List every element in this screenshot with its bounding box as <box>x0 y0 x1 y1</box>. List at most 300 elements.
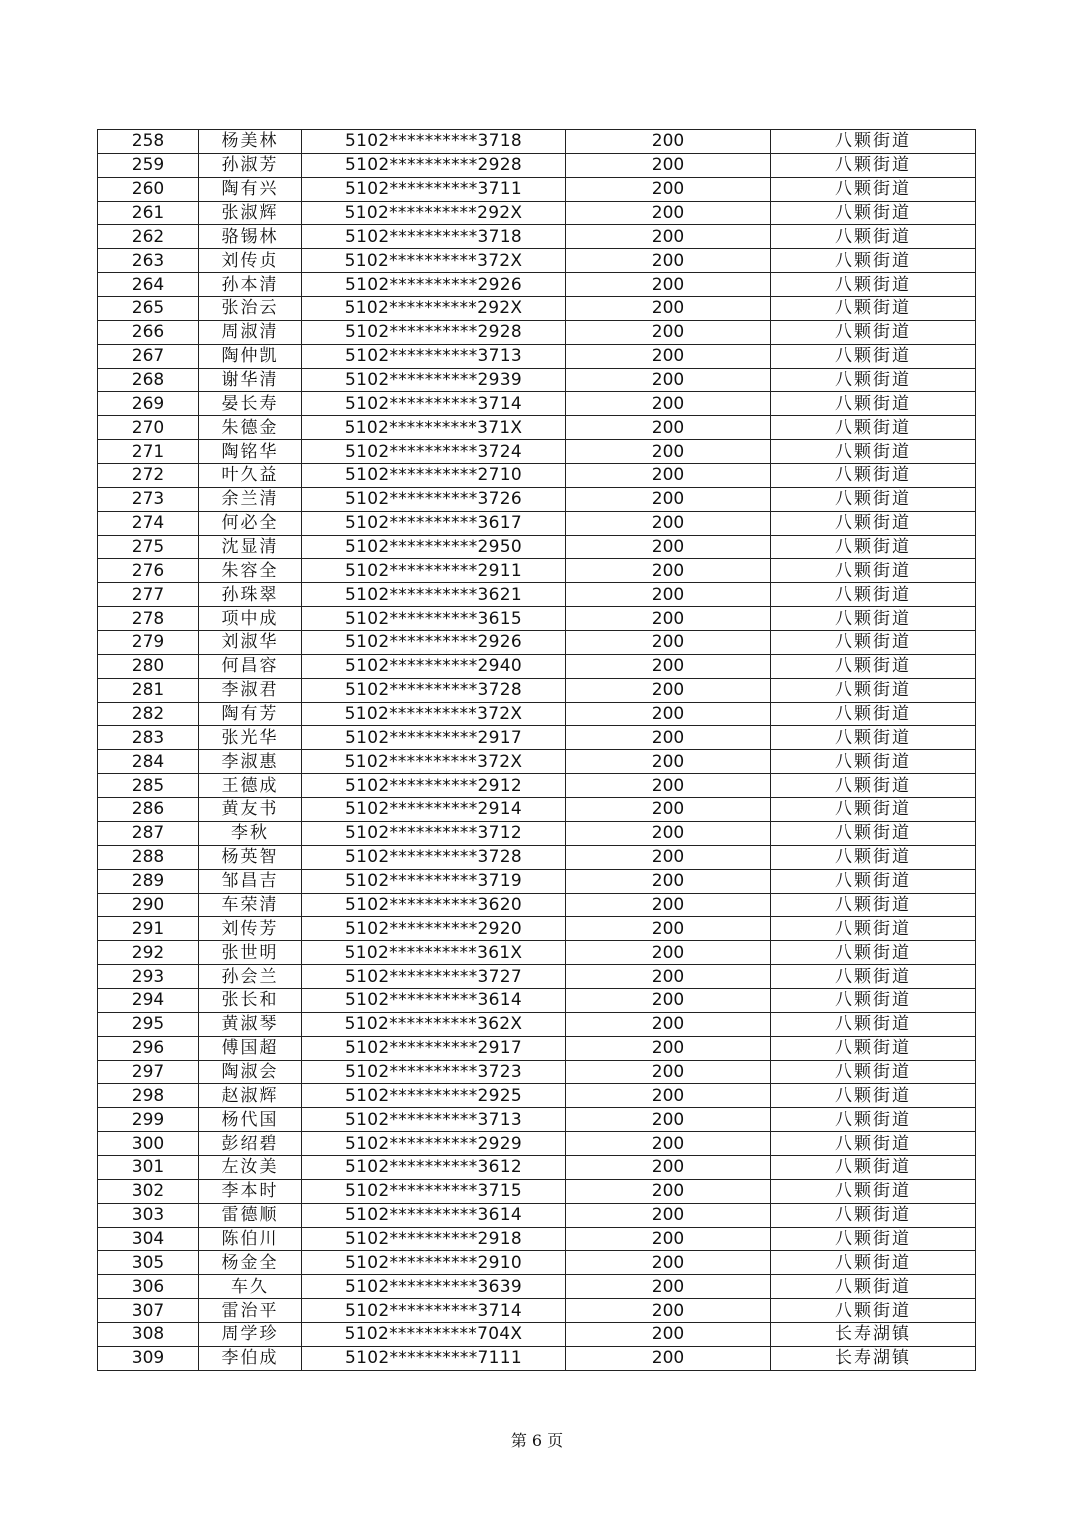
area-cell: 八颗街道 <box>771 798 976 822</box>
id-number-cell: 5102**********2925 <box>302 1084 566 1108</box>
area-cell: 八颗街道 <box>771 416 976 440</box>
area-cell: 八颗街道 <box>771 941 976 965</box>
area-cell: 八颗街道 <box>771 1060 976 1084</box>
area-cell: 八颗街道 <box>771 1084 976 1108</box>
row-number-cell: 264 <box>98 273 199 297</box>
amount-cell: 200 <box>566 297 771 321</box>
name-cell: 周学珍 <box>199 1322 302 1346</box>
area-cell: 八颗街道 <box>771 153 976 177</box>
table-row <box>98 988 976 1012</box>
row-number-cell: 289 <box>98 869 199 893</box>
amount-cell: 200 <box>566 869 771 893</box>
name-cell: 陶铭华 <box>199 440 302 464</box>
amount-cell: 200 <box>566 201 771 225</box>
id-number-cell: 5102**********2950 <box>302 535 566 559</box>
name-cell: 骆锡林 <box>199 225 302 249</box>
row-number-cell: 263 <box>98 249 199 273</box>
amount-cell: 200 <box>566 392 771 416</box>
amount-cell: 200 <box>566 654 771 678</box>
name-cell: 谢华清 <box>199 368 302 392</box>
table-row <box>98 440 976 464</box>
area-cell: 八颗街道 <box>771 130 976 154</box>
amount-cell: 200 <box>566 1108 771 1132</box>
name-cell: 刘传贞 <box>199 249 302 273</box>
name-cell: 晏长寿 <box>199 392 302 416</box>
amount-cell: 200 <box>566 559 771 583</box>
row-number-cell: 283 <box>98 726 199 750</box>
amount-cell: 200 <box>566 1179 771 1203</box>
row-number-cell: 261 <box>98 201 199 225</box>
name-cell: 张光华 <box>199 726 302 750</box>
name-cell: 朱德金 <box>199 416 302 440</box>
name-cell: 张淑辉 <box>199 201 302 225</box>
id-number-cell: 5102**********3718 <box>302 225 566 249</box>
name-cell: 孙珠翠 <box>199 583 302 607</box>
amount-cell: 200 <box>566 1060 771 1084</box>
id-number-cell: 5102**********2917 <box>302 726 566 750</box>
row-number-cell: 295 <box>98 1012 199 1036</box>
name-cell: 雷治平 <box>199 1299 302 1323</box>
area-cell: 八颗街道 <box>771 893 976 917</box>
amount-cell: 200 <box>566 1155 771 1179</box>
amount-cell: 200 <box>566 988 771 1012</box>
amount-cell: 200 <box>566 1203 771 1227</box>
amount-cell: 200 <box>566 153 771 177</box>
area-cell: 八颗街道 <box>771 750 976 774</box>
table-row <box>98 1203 976 1227</box>
area-cell: 八颗街道 <box>771 1299 976 1323</box>
table-row <box>98 153 976 177</box>
row-number-cell: 297 <box>98 1060 199 1084</box>
table-row <box>98 1155 976 1179</box>
name-cell: 孙淑芳 <box>199 153 302 177</box>
amount-cell: 200 <box>566 487 771 511</box>
row-number-cell: 270 <box>98 416 199 440</box>
area-cell: 八颗街道 <box>771 1155 976 1179</box>
row-number-cell: 262 <box>98 225 199 249</box>
row-number-cell: 299 <box>98 1108 199 1132</box>
id-number-cell: 5102**********3614 <box>302 988 566 1012</box>
table-row <box>98 273 976 297</box>
name-cell: 杨美林 <box>199 130 302 154</box>
table-row <box>98 130 976 154</box>
area-cell: 八颗街道 <box>771 1108 976 1132</box>
row-number-cell: 266 <box>98 320 199 344</box>
area-cell: 八颗街道 <box>771 1036 976 1060</box>
amount-cell: 200 <box>566 130 771 154</box>
table-row <box>98 320 976 344</box>
table-row <box>98 1179 976 1203</box>
id-number-cell: 5102**********372X <box>302 702 566 726</box>
amount-cell: 200 <box>566 678 771 702</box>
amount-cell: 200 <box>566 941 771 965</box>
amount-cell: 200 <box>566 273 771 297</box>
amount-cell: 200 <box>566 845 771 869</box>
row-number-cell: 269 <box>98 392 199 416</box>
amount-cell: 200 <box>566 1084 771 1108</box>
amount-cell: 200 <box>566 607 771 631</box>
amount-cell: 200 <box>566 1322 771 1346</box>
name-cell: 陈伯川 <box>199 1227 302 1251</box>
id-number-cell: 5102**********3714 <box>302 1299 566 1323</box>
row-number-cell: 290 <box>98 893 199 917</box>
amount-cell: 200 <box>566 631 771 655</box>
row-number-cell: 293 <box>98 965 199 989</box>
table-row <box>98 225 976 249</box>
area-cell: 八颗街道 <box>771 1179 976 1203</box>
area-cell: 八颗街道 <box>771 440 976 464</box>
row-number-cell: 259 <box>98 153 199 177</box>
id-number-cell: 5102**********3615 <box>302 607 566 631</box>
id-number-cell: 5102**********2928 <box>302 153 566 177</box>
amount-cell: 200 <box>566 798 771 822</box>
table-row <box>98 535 976 559</box>
page-number: 第 6 页 <box>510 1431 564 1450</box>
amount-cell: 200 <box>566 440 771 464</box>
area-cell: 八颗街道 <box>771 273 976 297</box>
id-number-cell: 5102**********2710 <box>302 464 566 488</box>
name-cell: 何昌容 <box>199 654 302 678</box>
row-number-cell: 302 <box>98 1179 199 1203</box>
amount-cell: 200 <box>566 583 771 607</box>
row-number-cell: 285 <box>98 774 199 798</box>
id-number-cell: 5102**********3713 <box>302 1108 566 1132</box>
area-cell: 八颗街道 <box>771 344 976 368</box>
row-number-cell: 306 <box>98 1275 199 1299</box>
amount-cell: 200 <box>566 225 771 249</box>
area-cell: 八颗街道 <box>771 988 976 1012</box>
name-cell: 陶有芳 <box>199 702 302 726</box>
id-number-cell: 5102**********704X <box>302 1322 566 1346</box>
name-cell: 彭绍碧 <box>199 1132 302 1156</box>
row-number-cell: 296 <box>98 1036 199 1060</box>
area-cell: 八颗街道 <box>771 917 976 941</box>
row-number-cell: 287 <box>98 821 199 845</box>
amount-cell: 200 <box>566 1275 771 1299</box>
name-cell: 沈显清 <box>199 535 302 559</box>
id-number-cell: 5102**********3715 <box>302 1179 566 1203</box>
table-row <box>98 798 976 822</box>
amount-cell: 200 <box>566 774 771 798</box>
row-number-cell: 274 <box>98 511 199 535</box>
area-cell: 八颗街道 <box>771 201 976 225</box>
amount-cell: 200 <box>566 1012 771 1036</box>
area-cell: 八颗街道 <box>771 774 976 798</box>
table-row <box>98 368 976 392</box>
id-number-cell: 5102**********2914 <box>302 798 566 822</box>
row-number-cell: 267 <box>98 344 199 368</box>
amount-cell: 200 <box>566 1299 771 1323</box>
area-cell: 八颗街道 <box>771 225 976 249</box>
amount-cell: 200 <box>566 511 771 535</box>
id-number-cell: 5102**********292X <box>302 201 566 225</box>
name-cell: 孙本清 <box>199 273 302 297</box>
table-row <box>98 249 976 273</box>
amount-cell: 200 <box>566 344 771 368</box>
id-number-cell: 5102**********2912 <box>302 774 566 798</box>
table-row <box>98 1084 976 1108</box>
area-cell: 八颗街道 <box>771 559 976 583</box>
row-number-cell: 300 <box>98 1132 199 1156</box>
id-number-cell: 5102**********3621 <box>302 583 566 607</box>
row-number-cell: 294 <box>98 988 199 1012</box>
row-number-cell: 278 <box>98 607 199 631</box>
id-number-cell: 5102**********361X <box>302 941 566 965</box>
row-number-cell: 271 <box>98 440 199 464</box>
amount-cell: 200 <box>566 464 771 488</box>
area-cell: 八颗街道 <box>771 1275 976 1299</box>
table-row <box>98 392 976 416</box>
id-number-cell: 5102**********2918 <box>302 1227 566 1251</box>
id-number-cell: 5102**********362X <box>302 1012 566 1036</box>
area-cell: 八颗街道 <box>771 487 976 511</box>
row-number-cell: 307 <box>98 1299 199 1323</box>
area-cell: 八颗街道 <box>771 1203 976 1227</box>
area-cell: 八颗街道 <box>771 821 976 845</box>
id-number-cell: 5102**********2940 <box>302 654 566 678</box>
name-cell: 陶淑会 <box>199 1060 302 1084</box>
id-number-cell: 5102**********3639 <box>302 1275 566 1299</box>
amount-cell: 200 <box>566 965 771 989</box>
table-row <box>98 750 976 774</box>
area-cell: 八颗街道 <box>771 607 976 631</box>
table-row <box>98 654 976 678</box>
name-cell: 邹昌吉 <box>199 869 302 893</box>
area-cell: 八颗街道 <box>771 320 976 344</box>
row-number-cell: 281 <box>98 678 199 702</box>
table-row <box>98 1227 976 1251</box>
table-row <box>98 845 976 869</box>
table-row <box>98 1275 976 1299</box>
area-cell: 八颗街道 <box>771 869 976 893</box>
amount-cell: 200 <box>566 368 771 392</box>
id-number-cell: 5102**********3719 <box>302 869 566 893</box>
amount-cell: 200 <box>566 1132 771 1156</box>
table-row <box>98 416 976 440</box>
name-cell: 赵淑辉 <box>199 1084 302 1108</box>
row-number-cell: 282 <box>98 702 199 726</box>
amount-cell: 200 <box>566 416 771 440</box>
amount-cell: 200 <box>566 1227 771 1251</box>
id-number-cell: 5102**********2917 <box>302 1036 566 1060</box>
name-cell: 黄淑琴 <box>199 1012 302 1036</box>
table-row <box>98 1036 976 1060</box>
name-cell: 雷德顺 <box>199 1203 302 1227</box>
area-cell: 长寿湖镇 <box>771 1346 976 1370</box>
name-cell: 项中成 <box>199 607 302 631</box>
area-cell: 八颗街道 <box>771 1227 976 1251</box>
id-number-cell: 5102**********3728 <box>302 678 566 702</box>
area-cell: 八颗街道 <box>771 654 976 678</box>
name-cell: 黄友书 <box>199 798 302 822</box>
amount-cell: 200 <box>566 702 771 726</box>
id-number-cell: 5102**********3728 <box>302 845 566 869</box>
id-number-cell: 5102**********3617 <box>302 511 566 535</box>
table-row <box>98 941 976 965</box>
name-cell: 陶仲凯 <box>199 344 302 368</box>
name-cell: 王德成 <box>199 774 302 798</box>
table-row <box>98 774 976 798</box>
amount-cell: 200 <box>566 1346 771 1370</box>
area-cell: 八颗街道 <box>771 702 976 726</box>
table-row <box>98 583 976 607</box>
table-row <box>98 1012 976 1036</box>
area-cell: 八颗街道 <box>771 965 976 989</box>
id-number-cell: 5102**********3727 <box>302 965 566 989</box>
id-number-cell: 5102**********372X <box>302 750 566 774</box>
area-cell: 长寿湖镇 <box>771 1322 976 1346</box>
area-cell: 八颗街道 <box>771 464 976 488</box>
id-number-cell: 5102**********371X <box>302 416 566 440</box>
name-cell: 陶有兴 <box>199 177 302 201</box>
row-number-cell: 309 <box>98 1346 199 1370</box>
area-cell: 八颗街道 <box>771 368 976 392</box>
name-cell: 左汝美 <box>199 1155 302 1179</box>
row-number-cell: 260 <box>98 177 199 201</box>
row-number-cell: 305 <box>98 1251 199 1275</box>
name-cell: 周淑清 <box>199 320 302 344</box>
row-number-cell: 268 <box>98 368 199 392</box>
amount-cell: 200 <box>566 726 771 750</box>
area-cell: 八颗街道 <box>771 1012 976 1036</box>
table-row <box>98 917 976 941</box>
row-number-cell: 276 <box>98 559 199 583</box>
table-row <box>98 464 976 488</box>
id-number-cell: 5102**********3711 <box>302 177 566 201</box>
id-number-cell: 5102**********3723 <box>302 1060 566 1084</box>
row-number-cell: 304 <box>98 1227 199 1251</box>
row-number-cell: 265 <box>98 297 199 321</box>
roster-table <box>97 129 976 1371</box>
table-row <box>98 821 976 845</box>
row-number-cell: 291 <box>98 917 199 941</box>
table-row <box>98 726 976 750</box>
id-number-cell: 5102**********3714 <box>302 392 566 416</box>
table-row <box>98 297 976 321</box>
row-number-cell: 301 <box>98 1155 199 1179</box>
row-number-cell: 279 <box>98 631 199 655</box>
area-cell: 八颗街道 <box>771 535 976 559</box>
area-cell: 八颗街道 <box>771 392 976 416</box>
name-cell: 李本时 <box>199 1179 302 1203</box>
table-row <box>98 487 976 511</box>
table-row <box>98 869 976 893</box>
id-number-cell: 5102**********3724 <box>302 440 566 464</box>
table-row <box>98 559 976 583</box>
area-cell: 八颗街道 <box>771 583 976 607</box>
table-row <box>98 965 976 989</box>
name-cell: 傅国超 <box>199 1036 302 1060</box>
table-row <box>98 511 976 535</box>
id-number-cell: 5102**********3612 <box>302 1155 566 1179</box>
table-row <box>98 1346 976 1370</box>
area-cell: 八颗街道 <box>771 511 976 535</box>
id-number-cell: 5102**********372X <box>302 249 566 273</box>
row-number-cell: 277 <box>98 583 199 607</box>
row-number-cell: 308 <box>98 1322 199 1346</box>
id-number-cell: 5102**********3713 <box>302 344 566 368</box>
table-row <box>98 893 976 917</box>
row-number-cell: 292 <box>98 941 199 965</box>
area-cell: 八颗街道 <box>771 1251 976 1275</box>
table-row <box>98 1108 976 1132</box>
id-number-cell: 5102**********2929 <box>302 1132 566 1156</box>
id-number-cell: 5102**********2910 <box>302 1251 566 1275</box>
id-number-cell: 5102**********3712 <box>302 821 566 845</box>
id-number-cell: 5102**********2939 <box>302 368 566 392</box>
table-row <box>98 702 976 726</box>
id-number-cell: 5102**********2920 <box>302 917 566 941</box>
name-cell: 杨金全 <box>199 1251 302 1275</box>
id-number-cell: 5102**********2928 <box>302 320 566 344</box>
table-row <box>98 1299 976 1323</box>
name-cell: 李淑惠 <box>199 750 302 774</box>
amount-cell: 200 <box>566 893 771 917</box>
area-cell: 八颗街道 <box>771 726 976 750</box>
row-number-cell: 272 <box>98 464 199 488</box>
name-cell: 张世明 <box>199 941 302 965</box>
row-number-cell: 298 <box>98 1084 199 1108</box>
amount-cell: 200 <box>566 1036 771 1060</box>
row-number-cell: 280 <box>98 654 199 678</box>
id-number-cell: 5102**********2926 <box>302 273 566 297</box>
name-cell: 朱容全 <box>199 559 302 583</box>
amount-cell: 200 <box>566 177 771 201</box>
row-number-cell: 286 <box>98 798 199 822</box>
name-cell: 李伯成 <box>199 1346 302 1370</box>
name-cell: 叶久益 <box>199 464 302 488</box>
table-row <box>98 1132 976 1156</box>
area-cell: 八颗街道 <box>771 845 976 869</box>
row-number-cell: 275 <box>98 535 199 559</box>
table-row <box>98 344 976 368</box>
name-cell: 何必全 <box>199 511 302 535</box>
roster-table-body <box>98 130 976 1371</box>
table-row <box>98 1251 976 1275</box>
table-row <box>98 177 976 201</box>
id-number-cell: 5102**********3614 <box>302 1203 566 1227</box>
amount-cell: 200 <box>566 917 771 941</box>
row-number-cell: 288 <box>98 845 199 869</box>
name-cell: 车久 <box>199 1275 302 1299</box>
area-cell: 八颗街道 <box>771 1132 976 1156</box>
name-cell: 李淑君 <box>199 678 302 702</box>
area-cell: 八颗街道 <box>771 631 976 655</box>
name-cell: 杨英智 <box>199 845 302 869</box>
area-cell: 八颗街道 <box>771 249 976 273</box>
id-number-cell: 5102**********3620 <box>302 893 566 917</box>
row-number-cell: 258 <box>98 130 199 154</box>
id-number-cell: 5102**********2926 <box>302 631 566 655</box>
name-cell: 杨代国 <box>199 1108 302 1132</box>
table-row <box>98 201 976 225</box>
row-number-cell: 284 <box>98 750 199 774</box>
table-row <box>98 607 976 631</box>
table-row <box>98 1322 976 1346</box>
amount-cell: 200 <box>566 821 771 845</box>
id-number-cell: 5102**********2911 <box>302 559 566 583</box>
name-cell: 余兰清 <box>199 487 302 511</box>
id-number-cell: 5102**********292X <box>302 297 566 321</box>
amount-cell: 200 <box>566 1251 771 1275</box>
amount-cell: 200 <box>566 320 771 344</box>
name-cell: 刘淑华 <box>199 631 302 655</box>
name-cell: 刘传芳 <box>199 917 302 941</box>
name-cell: 张长和 <box>199 988 302 1012</box>
amount-cell: 200 <box>566 249 771 273</box>
name-cell: 孙会兰 <box>199 965 302 989</box>
table-row <box>98 631 976 655</box>
